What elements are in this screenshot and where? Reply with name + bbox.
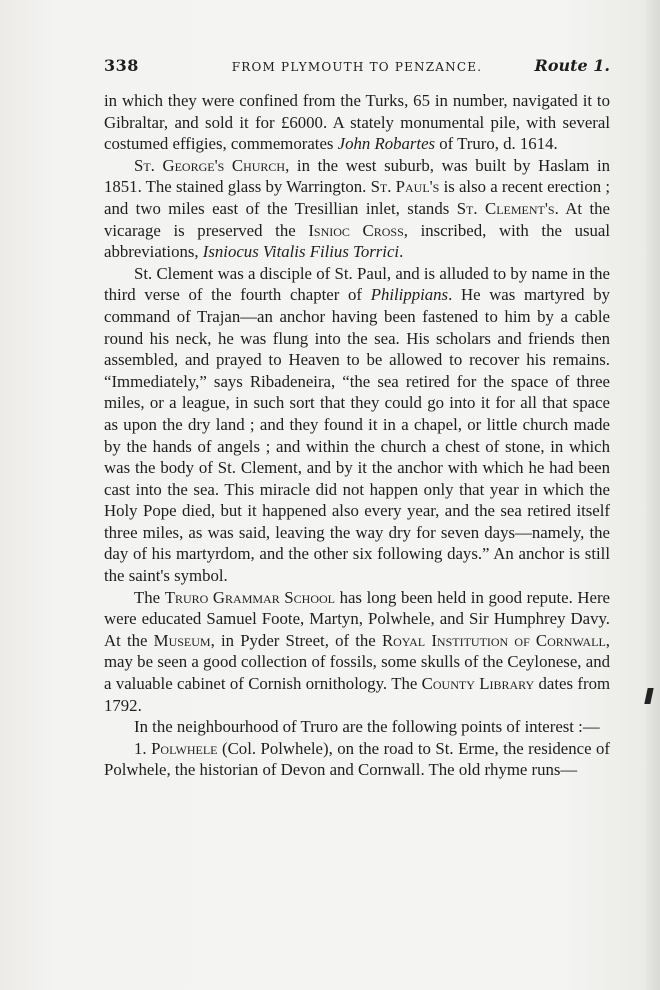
text-run: The [134,587,165,607]
text-run: , in the west suburb, was built by Haslam in 1851. The stained glass by Warrington. [104,155,610,197]
page-number: 338 [104,56,139,75]
italic-inscription: Isniocus Vitalis Filius Torrici [202,242,400,262]
text-run: St. Clement was a disciple of St. Paul, and is alluded to by name in the third verse of the fourth chapter of [104,263,610,305]
small-caps-heading: Polwhele [151,738,218,758]
text-run: of Truro, d. 1614. [435,134,558,154]
text-run: in which they were confined from the Turks, 65 in number, navigated it to Gibraltar, and sold it for £6000. A stately monumental pile, with several costumed effigies, commemorates [104,91,610,154]
text-run: is also a recent erection ; and two miles east of the Tresillian inlet, stands [104,177,610,218]
page-edge [646,0,660,990]
paragraph-st-georges [104,155,610,263]
paragraph-polwhele [104,738,610,781]
paragraph-st-clement [104,263,610,587]
text-run: dates from 1792. [104,674,611,715]
italic-book-title: Philippians [370,285,449,305]
text-run: 1. [134,738,152,758]
small-caps-heading: Isnioc Cross [308,220,404,240]
text-run: . He was martyred by command of Trajan—an anchor having been fastened to him by a cable round his neck, he was flung into the sea. His scholars and friends then assembled, and prayed to Heaven to be allowed to recover his remains. “Immediately,” says Ribadeneira, “the sea retired for the space of three miles, or a league, in such sort that they could go into it for all that space as upon the dry land ; and they found it in a chapel, or little church made by the hands of angels ; and within the church a chest of stone, in which was the body of St. Clement, and by it the anchor with which he had been cast into the sea. This miracle did not happen only that year in which the Holy Pope died, but it happened also every year, and the sea retired itself three miles, as was said, leaving the way dry for seven days—namely, the day of his martyrdom, and the other six following days.” An anchor is still the saint's symbol. [104,285,610,586]
text-run: has long been held in good repute. Here were educated Samuel Foote, Martyn, Polwhele, and Sir Humphrey Davy. At the [104,587,610,650]
paragraph-neighbourhood [104,716,610,738]
page-header [104,54,610,76]
text-run: . [399,242,404,262]
small-caps-heading: St. George's Church [134,155,286,175]
text-run: . At the vicarage is preserved the [104,198,610,240]
running-title: FROM PLYMOUTH TO PENZANCE. [231,60,483,74]
small-caps-heading: St. Paul's [370,177,440,197]
small-caps-heading: Royal Institution of Cornwall [381,630,606,650]
body-text [104,90,610,781]
text-run: , in Pyder Street, of the [210,630,382,650]
paragraph-grammar-school [104,587,610,717]
text-run: , may be seen a good collection of fossils, some skulls of the Ceylonese, and a valuable cabinet of Cornish ornithology. The [104,630,610,694]
text-run: (Col. Polwhele), on the road to St. Erme, the residence of Polwhele, the historian of Devon and Cornwall. The old rhyme runs— [104,738,610,780]
italic-name: John Robartes [337,134,436,154]
small-caps-heading: St. Clement's [456,198,555,218]
small-caps-heading: Truro Grammar School [164,587,335,607]
text-run: , inscribed, with the usual abbreviations, [104,220,610,262]
paragraph-continuation [104,90,610,155]
text-run: In the neighbourhood of Truro are the following points of interest :— [134,717,600,737]
small-caps-heading: County Library [421,674,535,694]
small-caps-heading: Museum [153,630,211,650]
route-label: Route 1. [534,56,610,75]
